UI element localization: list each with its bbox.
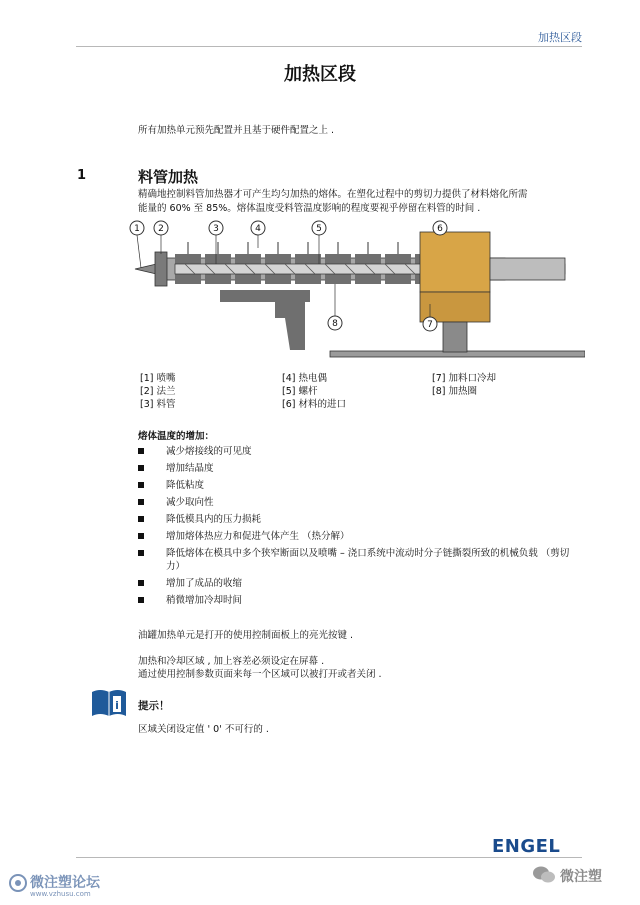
page-title: 加热区段 [284, 64, 356, 85]
list-item-text: 增加熔体热应力和促进气体产生 （热分解） [166, 531, 350, 542]
forum-logo-icon [8, 873, 28, 893]
list-item-text: 减少熔接线的可见度 [166, 446, 252, 457]
bullet-square-icon [138, 580, 144, 586]
list-item [138, 577, 578, 590]
svg-text:i: i [115, 699, 119, 712]
watermark-wechat-name: 微注塑 [560, 869, 602, 885]
thermocouple-pins [188, 242, 428, 254]
legend-item: [2] 法兰 [140, 386, 176, 397]
list-item [138, 547, 578, 573]
legend-column-3 [432, 372, 496, 398]
paragraph-line: 通过使用控制参数页面来每一个区域可以被打开或者关闭 . [138, 669, 382, 680]
paragraph-line: 加热和冷却区域 , 加上容差必须设定在屏幕 . [138, 656, 325, 667]
tip-title: 提示！ [138, 700, 170, 712]
melt-temp-list [138, 445, 578, 611]
legend-column-2 [282, 372, 346, 411]
carriage-arm [275, 302, 305, 350]
legend-item: [8] 加热圈 [432, 386, 477, 397]
paragraph-zones [138, 655, 382, 681]
watermark-forum-name: 微注塑论坛 [30, 875, 100, 891]
bullet-square-icon [138, 516, 144, 522]
feed-throat [420, 232, 490, 292]
flange [155, 252, 167, 286]
wechat-icon [532, 864, 556, 886]
bullet-square-icon [138, 533, 144, 539]
legend-column-1 [140, 372, 175, 411]
section-number: 1 [77, 168, 87, 183]
list-item [138, 513, 578, 526]
watermark-forum-url: www.vzhusu.com [30, 890, 91, 898]
info-book-icon [90, 688, 128, 718]
list-item-text: 减少取向性 [166, 497, 214, 508]
legend-item: [7] 加料口冷却 [432, 373, 496, 384]
header-divider [76, 46, 582, 47]
list-item [138, 496, 578, 509]
list-item [138, 462, 578, 475]
section-description-line: 能量的 60% 至 85%。熔体温度受料管温度影响的程度要视乎停留在料管的时间 . [138, 203, 481, 214]
intro-text: 所有加热单元预先配置并且基于硬件配置之上 . [138, 125, 335, 136]
header-section-label: 加热区段 [538, 31, 582, 44]
list-item-text: 降低熔体在模具中多个狭窄断面以及喷嘴 – 浇口系统中流动时分子链撕裂所致的机械负载 （剪切力） [166, 548, 570, 572]
bullet-square-icon [138, 465, 144, 471]
list-item [138, 445, 578, 458]
tip-text: 区域关闭设定值 ' 0' 不可行的 . [138, 724, 269, 735]
legend-item: [4] 热电偶 [282, 373, 327, 384]
list-item-text: 增加了成品的收缩 [166, 578, 243, 589]
footer-divider [76, 857, 582, 858]
legend-item: [5] 螺杆 [282, 386, 318, 397]
callout-label: 6 [437, 224, 443, 234]
section-description [138, 188, 538, 216]
list-item [138, 530, 578, 543]
melt-temp-heading: 熔体温度的增加： [138, 431, 215, 442]
bullet-square-icon [138, 550, 144, 556]
callout-label: 7 [427, 320, 433, 330]
barrel-heating-diagram [125, 218, 585, 368]
bullet-square-icon [138, 597, 144, 603]
callout-label: 1 [134, 224, 140, 234]
engel-logo: ENGEL [492, 836, 561, 857]
legend-item: [6] 材料的进口 [282, 399, 346, 410]
paragraph-heating-unit: 油罐加热单元是打开的使用控制面板上的亮光按键 . [138, 630, 354, 641]
list-item [138, 479, 578, 492]
callout-label: 3 [213, 224, 219, 234]
list-item-text: 稍微增加冷却时间 [166, 595, 243, 606]
list-item-text: 降低模具内的压力损耗 [166, 514, 262, 525]
legend-item: [3] 料管 [140, 399, 176, 410]
rear-drive [490, 258, 565, 280]
callout-label: 2 [158, 224, 164, 234]
bullet-square-icon [138, 448, 144, 454]
callout-label: 5 [316, 224, 322, 234]
list-item-text: 降低粘度 [166, 480, 205, 491]
section-description-line: 精确地控制料管加热器才可产生均匀加热的熔体。在塑化过程中的剪切力提供了材料熔化所需 [138, 189, 528, 200]
legend-item: [1] 喷嘴 [140, 373, 176, 384]
list-item [138, 594, 578, 607]
bullet-square-icon [138, 499, 144, 505]
bullet-square-icon [138, 482, 144, 488]
feed-support [443, 322, 467, 352]
section-title: 料管加热 [138, 168, 199, 186]
callout-label: 8 [332, 319, 338, 329]
list-item-text: 增加结晶度 [166, 463, 214, 474]
callout-label: 4 [255, 224, 261, 234]
carriage-bracket [220, 290, 310, 302]
